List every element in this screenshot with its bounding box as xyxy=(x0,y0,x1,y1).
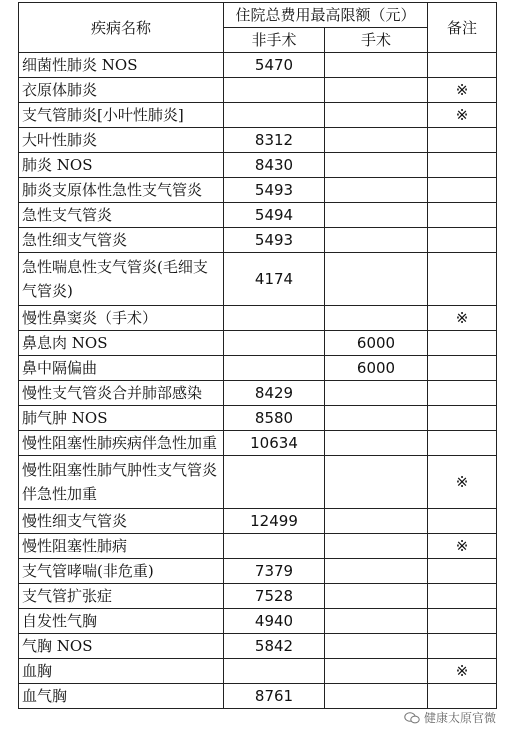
surgical-limit-cell: 6000 xyxy=(325,331,428,356)
remark-cell: ※ xyxy=(428,456,497,509)
surgical-limit-cell xyxy=(325,609,428,634)
disease-name-cell: 急性支气管炎 xyxy=(19,203,224,228)
disease-name-cell: 慢性阻塞性肺病 xyxy=(19,534,224,559)
surgical-limit-cell xyxy=(325,509,428,534)
surgical-limit-cell xyxy=(325,128,428,153)
disease-name-cell: 血胸 xyxy=(19,659,224,684)
remark-cell xyxy=(428,584,497,609)
disease-name-cell: 衣原体肺炎 xyxy=(19,78,224,103)
header-remarks: 备注 xyxy=(428,3,497,53)
non-surgical-limit-cell: 8430 xyxy=(224,153,325,178)
remark-cell xyxy=(428,381,497,406)
watermark-text: 健康太原官微 xyxy=(423,711,496,725)
surgical-limit-cell xyxy=(325,684,428,709)
surgical-limit-cell xyxy=(325,306,428,331)
table-row xyxy=(19,609,497,634)
disease-name-cell: 慢性支气管炎合并肺部感染 xyxy=(19,381,224,406)
header-surgical: 手术 xyxy=(325,28,428,53)
surgical-limit-cell xyxy=(325,584,428,609)
non-surgical-limit-cell xyxy=(224,534,325,559)
disease-name-cell: 慢性细支气管炎 xyxy=(19,509,224,534)
disease-name-cell: 慢性鼻窦炎（手术） xyxy=(19,306,224,331)
remark-cell xyxy=(428,609,497,634)
remark-cell: ※ xyxy=(428,659,497,684)
non-surgical-limit-cell xyxy=(224,659,325,684)
header-cost-limit: 住院总费用最高限额（元） xyxy=(224,3,428,28)
watermark xyxy=(404,709,496,726)
non-surgical-limit-cell xyxy=(224,306,325,331)
remark-cell xyxy=(428,431,497,456)
surgical-limit-cell xyxy=(325,228,428,253)
disease-name-cell: 大叶性肺炎 xyxy=(19,128,224,153)
surgical-limit-cell xyxy=(325,178,428,203)
non-surgical-limit-cell: 8312 xyxy=(224,128,325,153)
disease-name-cell: 慢性阻塞性肺疾病伴急性加重 xyxy=(19,431,224,456)
table-row xyxy=(19,153,497,178)
non-surgical-limit-cell: 8580 xyxy=(224,406,325,431)
non-surgical-limit-cell: 5494 xyxy=(224,203,325,228)
disease-name-cell: 鼻息肉 NOS xyxy=(19,331,224,356)
table-row xyxy=(19,509,497,534)
remark-cell xyxy=(428,203,497,228)
table-row xyxy=(19,128,497,153)
remark-cell xyxy=(428,53,497,78)
table-row xyxy=(19,331,497,356)
table-row xyxy=(19,534,497,559)
table-body xyxy=(19,53,497,709)
non-surgical-limit-cell: 12499 xyxy=(224,509,325,534)
remark-cell xyxy=(428,684,497,709)
disease-name-cell: 支气管哮喘(非危重) xyxy=(19,559,224,584)
disease-name-cell: 气胸 NOS xyxy=(19,634,224,659)
table-row xyxy=(19,431,497,456)
disease-name-cell: 血气胸 xyxy=(19,684,224,709)
surgical-limit-cell: 6000 xyxy=(325,356,428,381)
surgical-limit-cell xyxy=(325,634,428,659)
surgical-limit-cell xyxy=(325,103,428,128)
remark-cell xyxy=(428,178,497,203)
table-row xyxy=(19,253,497,306)
table-row xyxy=(19,178,497,203)
table-row xyxy=(19,634,497,659)
remark-cell xyxy=(428,253,497,306)
non-surgical-limit-cell: 8761 xyxy=(224,684,325,709)
table-row xyxy=(19,203,497,228)
disease-name-cell: 细菌性肺炎 NOS xyxy=(19,53,224,78)
disease-name-cell: 鼻中隔偏曲 xyxy=(19,356,224,381)
remark-cell xyxy=(428,356,497,381)
disease-name-cell: 急性细支气管炎 xyxy=(19,228,224,253)
header-disease-name: 疾病名称 xyxy=(19,3,224,53)
surgical-limit-cell xyxy=(325,381,428,406)
remark-cell: ※ xyxy=(428,78,497,103)
table-row xyxy=(19,53,497,78)
non-surgical-limit-cell xyxy=(224,356,325,381)
disease-name-cell: 急性喘息性支气管炎(毛细支气管炎) xyxy=(19,253,224,306)
non-surgical-limit-cell xyxy=(224,456,325,509)
remark-cell: ※ xyxy=(428,306,497,331)
table-row xyxy=(19,356,497,381)
non-surgical-limit-cell xyxy=(224,78,325,103)
surgical-limit-cell xyxy=(325,559,428,584)
non-surgical-limit-cell: 5842 xyxy=(224,634,325,659)
cost-limit-table xyxy=(18,2,497,709)
table-row xyxy=(19,103,497,128)
non-surgical-limit-cell: 5493 xyxy=(224,228,325,253)
non-surgical-limit-cell: 4940 xyxy=(224,609,325,634)
table-row xyxy=(19,584,497,609)
remark-cell xyxy=(428,406,497,431)
non-surgical-limit-cell: 5493 xyxy=(224,178,325,203)
table-row xyxy=(19,228,497,253)
remark-cell xyxy=(428,128,497,153)
disease-name-cell: 肺炎 NOS xyxy=(19,153,224,178)
disease-name-cell: 支气管扩张症 xyxy=(19,584,224,609)
table-row xyxy=(19,659,497,684)
remark-cell xyxy=(428,228,497,253)
surgical-limit-cell xyxy=(325,53,428,78)
non-surgical-limit-cell: 10634 xyxy=(224,431,325,456)
disease-name-cell: 支气管肺炎[小叶性肺炎] xyxy=(19,103,224,128)
non-surgical-limit-cell: 5470 xyxy=(224,53,325,78)
non-surgical-limit-cell xyxy=(224,103,325,128)
table-row xyxy=(19,78,497,103)
table-row xyxy=(19,456,497,509)
surgical-limit-cell xyxy=(325,203,428,228)
surgical-limit-cell xyxy=(325,659,428,684)
non-surgical-limit-cell xyxy=(224,331,325,356)
table-row xyxy=(19,684,497,709)
disease-name-cell: 肺气肿 NOS xyxy=(19,406,224,431)
surgical-limit-cell xyxy=(325,456,428,509)
non-surgical-limit-cell: 7528 xyxy=(224,584,325,609)
surgical-limit-cell xyxy=(325,534,428,559)
disease-name-cell: 慢性阻塞性肺气肿性支气管炎伴急性加重 xyxy=(19,456,224,509)
remark-cell xyxy=(428,153,497,178)
remark-cell xyxy=(428,559,497,584)
table-row xyxy=(19,559,497,584)
surgical-limit-cell xyxy=(325,153,428,178)
disease-name-cell: 自发性气胸 xyxy=(19,609,224,634)
surgical-limit-cell xyxy=(325,406,428,431)
non-surgical-limit-cell: 4174 xyxy=(224,253,325,306)
remark-cell: ※ xyxy=(428,103,497,128)
remark-cell xyxy=(428,634,497,659)
non-surgical-limit-cell: 8429 xyxy=(224,381,325,406)
table-row xyxy=(19,381,497,406)
table-row xyxy=(19,306,497,331)
remark-cell: ※ xyxy=(428,534,497,559)
surgical-limit-cell xyxy=(325,431,428,456)
surgical-limit-cell xyxy=(325,78,428,103)
surgical-limit-cell xyxy=(325,253,428,306)
non-surgical-limit-cell: 7379 xyxy=(224,559,325,584)
wechat-icon xyxy=(404,712,420,724)
table-row xyxy=(19,406,497,431)
remark-cell xyxy=(428,509,497,534)
header-non-surgical: 非手术 xyxy=(224,28,325,53)
remark-cell xyxy=(428,331,497,356)
disease-name-cell: 肺炎支原体性急性支气管炎 xyxy=(19,178,224,203)
